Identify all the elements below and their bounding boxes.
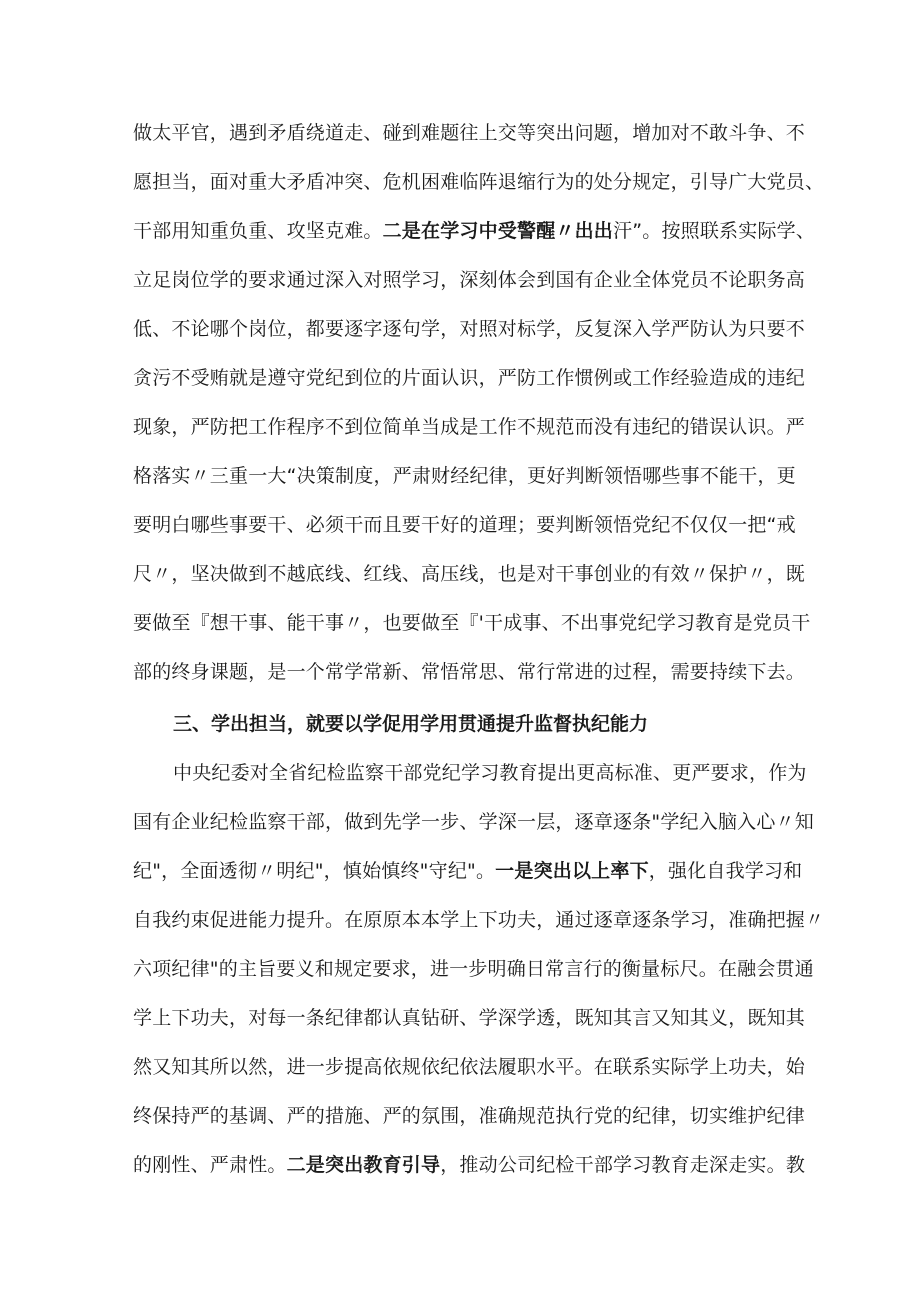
paragraph-line: 中央纪委对全省纪检监察干部党纪学习教育提出更高标准、更严要求，作为 [173, 762, 807, 784]
paragraph-line: 学上下功夫，对每一条纪律都认真钻研、学深学透，既知其言又知其义，既知其 [133, 1007, 806, 1029]
paragraph-line: 六项纪律"的主旨要义和规定要求，进一步明确日常言行的衡量标尺。在融会贯通 [133, 958, 814, 980]
section-heading: 三、学出担当，就要以学促用学用贯通提升监督执纪能力 [173, 713, 649, 735]
paragraph-line: 部的终身课题，是一个常学常新、常悟常思、常行常进的过程，需要持续下去。 [133, 661, 806, 683]
bold-phrase: 二是突出教育引导 [286, 1154, 441, 1176]
paragraph-line: 立足岗位学的要求通过深入对照学习，深刻体会到国有企业全体党员不论职务高 [133, 269, 806, 291]
paragraph-line: 自我约束促进能力提升。在原原本本学上下功夫，通过逐章逐条学习，准确把握〃 [133, 909, 825, 931]
bold-phrase: 一是突出以上率下 [495, 860, 649, 882]
paragraph-line: 要做至『想干事、能干事〃，也要做至『'干成事、不出事党纪学习教育是党员干 [133, 612, 811, 634]
paragraph-line: 纪"，全面透彻〃明纪"，慎始慎终"守纪"。一是突出以上率下，强化自我学习和 [133, 860, 803, 882]
paragraph-line: 格落实〃三重一大“决策制度，严肃财经纪律，更好判断领悟哪些事不能干，更 [133, 465, 796, 487]
paragraph-line: 现象，严防把工作程序不到位简单当成是工作不规范而没有违纪的错误认识。严 [133, 416, 806, 438]
paragraph-line: 干部用知重负重、攻坚克难。二是在学习中受警醒〃出出汗”。按照联系实际学、 [133, 220, 816, 242]
paragraph-line: 愿担当，面对重大矛盾冲突、危机困难临阵退缩行为的处分规定，引导广大党员、 [133, 171, 825, 193]
paragraph-line: 的刚性、严肃性。二是突出教育引导，推动公司纪检干部学习教育走深走实。教 [133, 1154, 806, 1176]
bold-phrase: 二是在学习中受警醒〃出出 [382, 220, 614, 242]
paragraph-line: 尺〃，坚决做到不越底线、红线、高压线，也是对干事创业的有效〃保护〃，既 [133, 563, 806, 585]
paragraph-line: 贪污不受贿就是遵守党纪到位的片面认识，严防工作惯例或工作经验造成的违纪 [133, 367, 806, 389]
paragraph-line: 终保持严的基调、严的措施、严的氛围，准确规范执行党的纪律，切实维护纪律 [133, 1105, 806, 1127]
paragraph-line: 国有企业纪检监察干部，做到先学一步、学深一层，逐章逐条"学纪入脑入心〃知 [133, 811, 814, 833]
paragraph-line: 低、不论哪个岗位，都要逐字逐句学，对照对标学，反复深入学严防认为只要不 [133, 318, 806, 340]
paragraph-line: 做太平官，遇到矛盾绕道走、碰到难题往上交等突出问题，增加对不敢斗争、不 [133, 122, 806, 144]
paragraph-line: 要明白哪些事要干、必须干而且要干好的道理；要判断领悟党纪不仅仅一把“戒 [133, 514, 796, 536]
paragraph-line: 然又知其所以然，进一步提高依规依纪依法履职水平。在联系实际学上功夫，始 [133, 1056, 806, 1078]
